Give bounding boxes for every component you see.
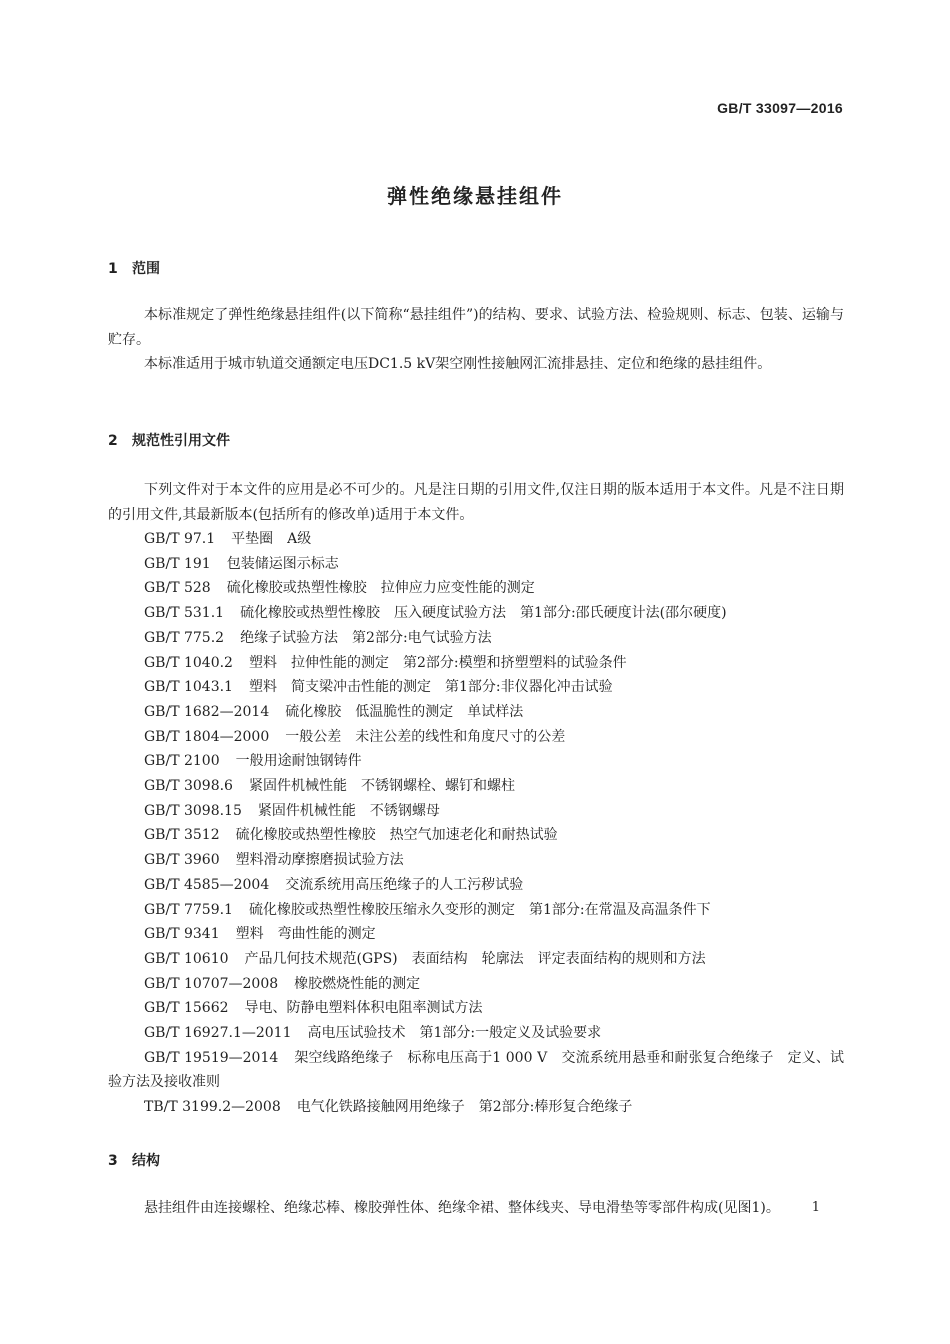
reference-code: GB/T 531.1 bbox=[144, 605, 225, 622]
reference-code: GB/T 16927.1—2011 bbox=[144, 1025, 292, 1042]
reference-item bbox=[108, 576, 844, 601]
reference-code: TB/T 3199.2—2008 bbox=[144, 1099, 281, 1116]
reference-code: GB/T 97.1 bbox=[144, 531, 216, 547]
reference-title: 塑料 简支梁冲击性能的测定 第1部分:非仪器化冲击试验 bbox=[248, 679, 613, 696]
reference-title: 电气化铁路接触网用绝缘子 第2部分:棒形复合绝缘子 bbox=[296, 1099, 633, 1116]
reference-code: GB/T 9341 bbox=[144, 926, 220, 943]
reference-title: 硫化橡胶或热塑性橡胶 拉伸应力应变性能的测定 bbox=[226, 580, 535, 597]
reference-item bbox=[108, 1095, 844, 1120]
page-number: 1 bbox=[811, 1200, 820, 1215]
reference-code: GB/T 528 bbox=[144, 580, 211, 597]
references-intro-paragraph: 下列文件对于本文件的应用是必不可少的。凡是注日期的引用文件,仅注日期的版本适用于本文件。凡是不注日期的引用文件,其最新版本(包括所有的修改单)适用于本文件。 bbox=[108, 482, 844, 523]
reference-item bbox=[108, 626, 844, 651]
reference-item bbox=[108, 601, 844, 626]
reference-item bbox=[108, 700, 844, 725]
reference-code: GB/T 19519—2014 bbox=[144, 1049, 279, 1066]
reference-code: GB/T 2100 bbox=[144, 753, 220, 770]
reference-title: 紧固件机械性能 不锈钢螺母 bbox=[257, 802, 440, 819]
reference-code: GB/T 4585—2004 bbox=[144, 876, 270, 893]
reference-item bbox=[108, 823, 844, 848]
reference-item bbox=[108, 848, 844, 873]
reference-title: 橡胶燃烧性能的测定 bbox=[294, 975, 421, 992]
section-3-heading bbox=[108, 1150, 160, 1170]
section-number: 2 bbox=[108, 433, 118, 449]
reference-code: GB/T 3512 bbox=[144, 827, 220, 844]
reference-item bbox=[108, 898, 844, 923]
reference-title: 平垫圈 A级 bbox=[231, 531, 312, 547]
reference-title: 一般公差 未注公差的线性和角度尺寸的公差 bbox=[285, 728, 566, 745]
normative-references-list bbox=[108, 527, 844, 1120]
reference-item bbox=[108, 972, 844, 997]
section-title: 范围 bbox=[132, 261, 160, 277]
reference-item bbox=[108, 799, 844, 824]
reference-code: GB/T 3098.15 bbox=[144, 802, 242, 819]
reference-title: 包装储运图示标志 bbox=[226, 555, 339, 572]
structure-paragraph: 悬挂组件由连接螺栓、绝缘芯棒、橡胶弹性体、绝缘伞裙、整体线夹、导电滑垫等零部件构成(见图1)。 bbox=[144, 1200, 780, 1216]
reference-title: 塑料滑动摩擦磨损试验方法 bbox=[235, 852, 404, 869]
scope-paragraph-2: 本标准适用于城市轨道交通额定电压DC1.5 kV架空刚性接触网汇流排悬挂、定位和绝缘的悬挂组件。 bbox=[144, 356, 772, 372]
reference-code: GB/T 10610 bbox=[144, 950, 229, 967]
reference-title: 导电、防静电塑料体积电阻率测试方法 bbox=[244, 1000, 483, 1017]
reference-title: 产品几何技术规范(GPS) 表面结构 轮廓法 评定表面结构的规则和方法 bbox=[244, 950, 706, 967]
section-number: 3 bbox=[108, 1153, 118, 1169]
section-title: 结构 bbox=[132, 1153, 160, 1169]
reference-item bbox=[108, 651, 844, 676]
reference-title: 硫化橡胶或热塑性橡胶压缩永久变形的测定 第1部分:在常温及高温条件下 bbox=[248, 901, 711, 918]
reference-item bbox=[108, 947, 844, 972]
reference-code: GB/T 1682—2014 bbox=[144, 703, 270, 720]
reference-title: 紧固件机械性能 不锈钢螺栓、螺钉和螺柱 bbox=[248, 778, 515, 795]
reference-code: GB/T 1043.1 bbox=[144, 679, 233, 696]
reference-code: GB/T 7759.1 bbox=[144, 901, 233, 918]
reference-title: 塑料 拉伸性能的测定 第2部分:模塑和挤塑塑料的试验条件 bbox=[248, 654, 627, 671]
reference-title: 一般用途耐蚀钢铸件 bbox=[235, 753, 362, 770]
reference-item bbox=[108, 774, 844, 799]
reference-title: 硫化橡胶 低温脆性的测定 单试样法 bbox=[285, 703, 524, 720]
section-2-heading bbox=[108, 430, 230, 450]
reference-code: GB/T 775.2 bbox=[144, 629, 225, 646]
reference-title: 塑料 弯曲性能的测定 bbox=[235, 926, 376, 943]
reference-title: 硫化橡胶或热塑性橡胶 压入硬度试验方法 第1部分:邵氏硬度计法(邵尔硬度) bbox=[240, 605, 727, 622]
section-title: 规范性引用文件 bbox=[132, 433, 230, 449]
reference-title: 架空线路绝缘子 标称电压高于1 000 V 交流系统用悬垂和耐张复合绝缘子 定义、试验方法及接收准则 bbox=[108, 1049, 844, 1091]
reference-code: GB/T 1040.2 bbox=[144, 654, 233, 671]
reference-code: GB/T 3098.6 bbox=[144, 778, 233, 795]
reference-title: 高电压试验技术 第1部分:一般定义及试验要求 bbox=[307, 1025, 602, 1042]
section-1-heading bbox=[108, 258, 160, 278]
reference-item bbox=[108, 527, 844, 552]
reference-title: 硫化橡胶或热塑性橡胶 热空气加速老化和耐热试验 bbox=[235, 827, 558, 844]
reference-code: GB/T 10707—2008 bbox=[144, 975, 279, 992]
reference-title: 绝缘子试验方法 第2部分:电气试验方法 bbox=[240, 629, 492, 646]
reference-item bbox=[108, 922, 844, 947]
reference-title: 交流系统用高压绝缘子的人工污秽试验 bbox=[285, 876, 524, 893]
reference-item bbox=[108, 725, 844, 750]
reference-item bbox=[108, 873, 844, 898]
standard-number: GB/T 33097—2016 bbox=[717, 100, 843, 116]
reference-code: GB/T 191 bbox=[144, 555, 211, 572]
reference-code: GB/T 15662 bbox=[144, 1000, 229, 1017]
reference-item bbox=[108, 1046, 844, 1095]
reference-item bbox=[108, 552, 844, 577]
document-title: 弹性绝缘悬挂组件 bbox=[387, 184, 563, 208]
reference-code: GB/T 1804—2000 bbox=[144, 728, 270, 745]
section-number: 1 bbox=[108, 261, 118, 277]
scope-paragraph-1: 本标准规定了弹性绝缘悬挂组件(以下简称“悬挂组件”)的结构、要求、试验方法、检验规则、标志、包装、运输与贮存。 bbox=[108, 307, 844, 348]
reference-code: GB/T 3960 bbox=[144, 852, 220, 869]
reference-item bbox=[108, 1021, 844, 1046]
reference-item bbox=[108, 749, 844, 774]
reference-item bbox=[108, 996, 844, 1021]
reference-item bbox=[108, 675, 844, 700]
